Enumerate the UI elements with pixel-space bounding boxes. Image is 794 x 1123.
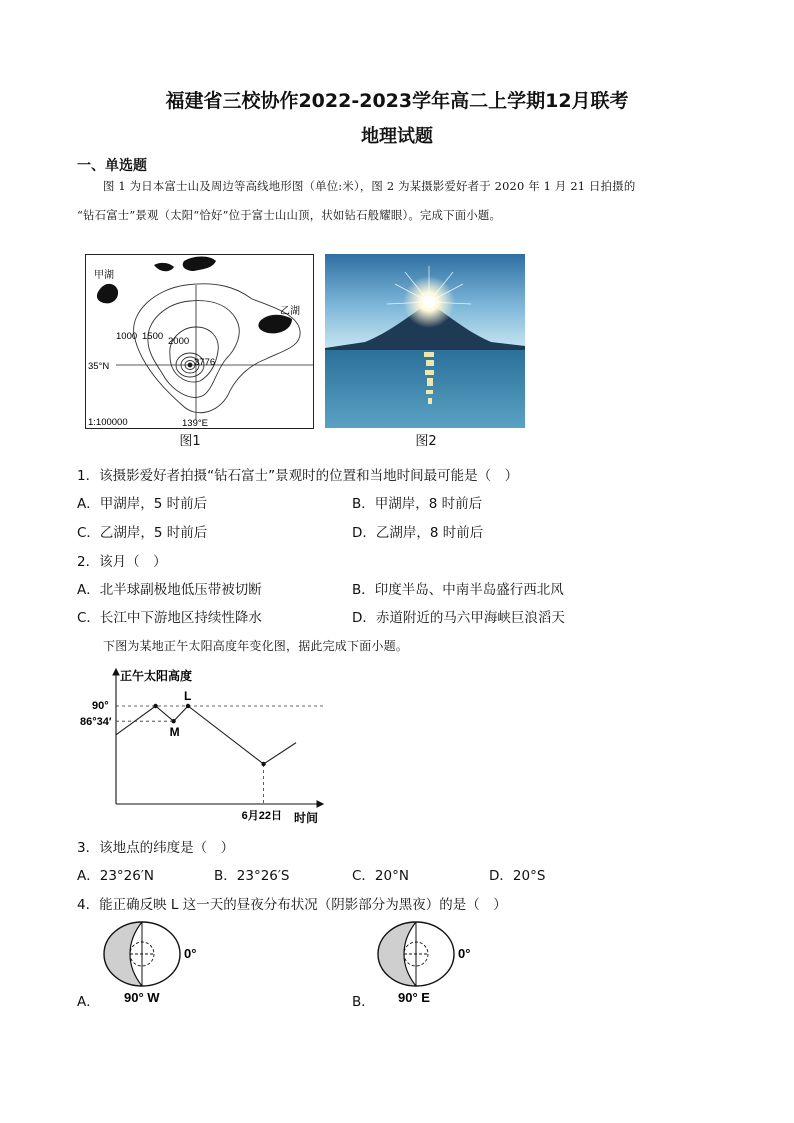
sun-core [423,296,435,308]
question-1-stem: 1．该摄影爱好者拍摄“钻石富士”景观时的位置和当地时间最可能是（ ） [77,468,519,484]
question-2-option-b[interactable]: B．印度半岛、中南半岛盛行西北风 [352,582,564,598]
contour-label-1000: 1000 [116,331,138,342]
globe-b-svg [374,916,484,1008]
data-point [261,762,265,766]
x-axis-label: 时间 [294,811,319,825]
x-tick-june22: 6月22日 [241,810,282,822]
contour-map-svg [86,255,313,428]
question-2-stem: 2．该月（ ） [77,554,167,570]
diamond-fuji-photo [325,254,525,428]
globe-a-bottom-label: 90° W [124,990,160,1005]
question-4-option-a[interactable]: A． [77,994,100,1010]
question-2-option-d[interactable]: D．赤道附近的马六甲海峡巨浪滔天 [352,610,565,626]
lake-shape [183,257,216,272]
y-axis-label: 正午太阳高度 [120,669,193,683]
lake-b-label: 乙湖 [280,306,300,317]
question-3-option-c[interactable]: C．20°N [352,868,409,884]
globe-a-svg [100,916,210,1008]
question-1-option-d[interactable]: D．乙湖岸，8 时前后 [352,525,484,541]
y-tick-86-34: 86°34′ [80,716,112,729]
chart-svg [78,664,338,830]
peak-point [188,363,191,366]
globe-b-bottom-label: 90° E [398,990,430,1005]
figure2-caption: 图2 [415,434,437,449]
group1-intro-line1: 图 1 为日本富士山及周边等高线地形图（单位:米），图 2 为某摄影爱好者于 2020 年 1 月 21 日拍摄的 [103,179,636,193]
series-line [116,706,296,764]
group1-intro-line2: “钻石富士”景观（太阳“恰好”位于富士山山顶，状如钻石般耀眼）。完成下面小题。 [77,208,502,222]
data-point [171,719,175,723]
latitude-label: 35°N [88,361,110,372]
question-4-option-b[interactable]: B． [352,994,375,1010]
question-3-stem: 3．该地点的纬度是（ ） [77,840,235,856]
question-3-option-a[interactable]: A．23°26′N [77,868,155,884]
data-point [153,704,157,708]
data-point [186,704,190,708]
lake-b-shape [258,315,292,334]
globe-a-right-label: 0° [184,946,197,961]
question-4-stem: 4．能正确反映 L 这一天的昼夜分布状况（阴影部分为黑夜）的是（ ） [77,897,507,913]
question-2-option-a[interactable]: A．北半球副极地低压带被切断 [77,582,262,598]
peak-label: 3776 [194,357,216,368]
scale-label: 1:100000 [88,417,128,428]
globe-option-a-figure [100,916,210,1008]
contour-label-2000: 2000 [168,336,190,347]
figure2-photo [325,254,525,428]
y-tick-90: 90° [92,700,109,712]
point-label-M: M [169,725,180,740]
question-1-option-a[interactable]: A．甲湖岸，5 时前后 [77,496,208,512]
page-title: 福建省三校协作2022-2023学年高二上学期12月联考 [165,90,629,112]
question-1-option-b[interactable]: B．甲湖岸，8 时前后 [352,496,483,512]
page-subtitle: 地理试题 [361,126,433,147]
question-3-option-b[interactable]: B．23°26′S [214,868,290,884]
longitude-label: 139°E [182,418,208,428]
lake-water [325,348,525,428]
contour-1500 [148,301,239,398]
lake-a-label: 甲湖 [94,270,114,281]
group2-intro: 下图为某地正午太阳高度年变化图，据此完成下面小题。 [103,639,409,653]
contour-label-1500: 1500 [142,331,164,342]
question-2-option-c[interactable]: C．长江中下游地区持续性降水 [77,610,262,626]
figure1-caption: 图1 [179,434,201,449]
question-1-option-c[interactable]: C．乙湖岸，5 时前后 [77,525,208,541]
section-heading: 一、单选题 [77,158,147,174]
lake-a-shape [97,284,118,303]
question-3-option-d[interactable]: D．20°S [489,868,546,884]
figure1-contour-map [85,254,314,429]
globe-b-right-label: 0° [458,946,471,961]
lake-shape [154,263,174,271]
point-label-L: L [184,689,192,703]
globe-option-b-figure [374,916,484,1008]
noon-sun-altitude-chart [78,664,338,830]
